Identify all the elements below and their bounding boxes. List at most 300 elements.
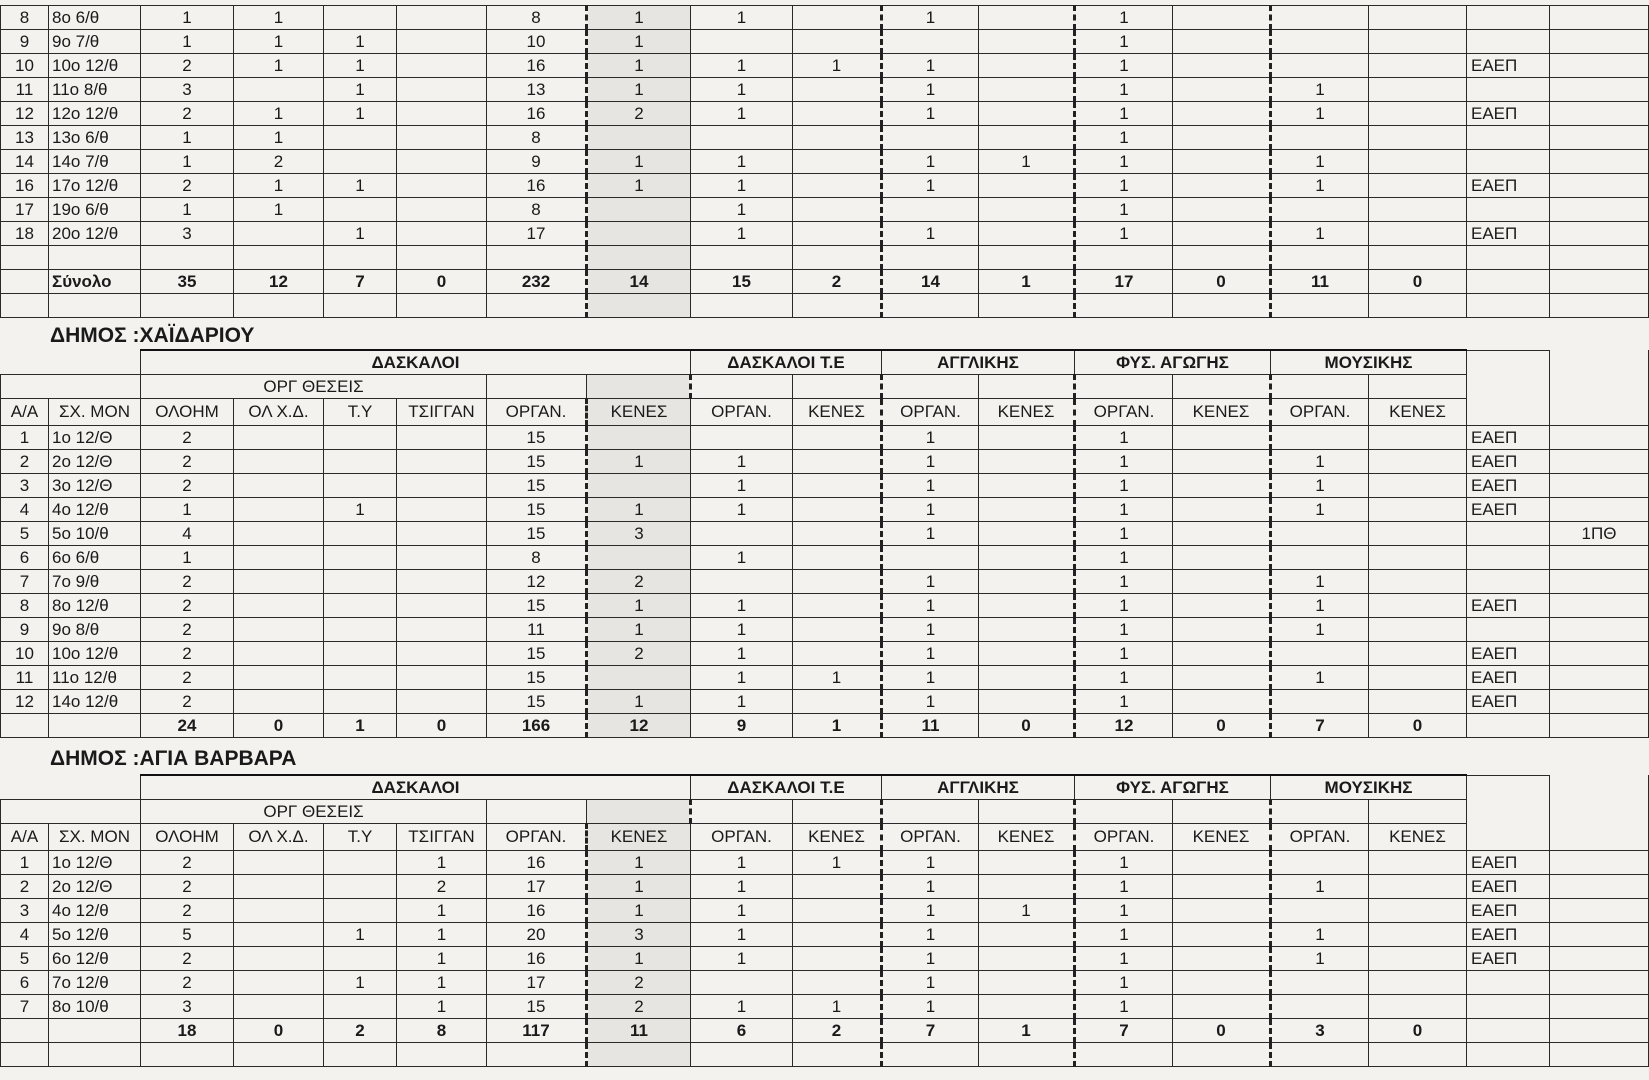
cell-school: 9ο 8/θ xyxy=(49,618,141,642)
cell-mous-org xyxy=(1271,522,1369,546)
header-te-kenes: ΚΕΝΕΣ xyxy=(793,399,882,426)
table-row xyxy=(1,426,1649,450)
total-school xyxy=(49,714,141,738)
table-row xyxy=(1,594,1649,618)
total-extra xyxy=(1550,1019,1649,1043)
cell-note: ΕΑΕΠ xyxy=(1467,450,1550,474)
cell-fys-org: 1 xyxy=(1075,498,1173,522)
cell-mous-ken xyxy=(1369,126,1467,150)
cell-te-ken xyxy=(793,875,882,899)
cell-fys-org: 1 xyxy=(1075,474,1173,498)
cell-fys-org: 1 xyxy=(1075,174,1173,198)
cell-tsig xyxy=(397,150,487,174)
cell-extra xyxy=(1550,618,1649,642)
cell-fys-ken xyxy=(1173,126,1271,150)
header-olohm: ΟΛΟΗΜ xyxy=(141,824,234,851)
cell-mous-ken xyxy=(1369,78,1467,102)
cell-kenes: 2 xyxy=(587,971,691,995)
table-row xyxy=(1,474,1649,498)
header-tsiggan: ΤΣΙΓΓΑΝ xyxy=(397,399,487,426)
empty-cell xyxy=(49,294,141,318)
header-fys-agogis: ΦΥΣ. ΑΓΩΓΗΣ xyxy=(1075,775,1271,800)
cell-olohm: 2 xyxy=(141,618,234,642)
cell-olxd xyxy=(234,947,324,971)
cell-olohm: 2 xyxy=(141,690,234,714)
cell-olohm: 1 xyxy=(141,498,234,522)
total-mous-org: 3 xyxy=(1271,1019,1369,1043)
empty-cell xyxy=(1369,294,1467,318)
cell-organ: 16 xyxy=(487,54,587,78)
cell-mous-org: 1 xyxy=(1271,222,1369,246)
cell-school: 12ο 12/θ xyxy=(49,102,141,126)
empty-row xyxy=(1,1043,1649,1067)
total-agg-org: 7 xyxy=(882,1019,979,1043)
cell-extra xyxy=(1550,174,1649,198)
empty-cell xyxy=(1271,1043,1369,1067)
cell-school: 11ο 8/θ xyxy=(49,78,141,102)
cell-mous-ken xyxy=(1369,54,1467,78)
cell-fys-org: 1 xyxy=(1075,426,1173,450)
cell-ty: 1 xyxy=(324,971,397,995)
cell-agg-org: 1 xyxy=(882,498,979,522)
cell-tsig xyxy=(397,222,487,246)
cell-school: 6ο 12/θ xyxy=(49,947,141,971)
cell-organ: 16 xyxy=(487,899,587,923)
cell-agg-org xyxy=(882,30,979,54)
table-row xyxy=(1,6,1649,30)
cell-kenes: 3 xyxy=(587,923,691,947)
cell-agg-ken xyxy=(979,851,1075,875)
cell-ty: 1 xyxy=(324,102,397,126)
cell-fys-org: 1 xyxy=(1075,851,1173,875)
header-spacer xyxy=(979,800,1075,824)
cell-school: 1ο 12/Θ xyxy=(49,426,141,450)
total-note xyxy=(1467,714,1550,738)
cell-tsig xyxy=(397,498,487,522)
cell-ty xyxy=(324,947,397,971)
cell-organ: 16 xyxy=(487,947,587,971)
cell-organ: 15 xyxy=(487,666,587,690)
cell-mous-ken xyxy=(1369,875,1467,899)
cell-note xyxy=(1467,546,1550,570)
cell-te-ken xyxy=(793,222,882,246)
cell-aa: 3 xyxy=(1,474,49,498)
cell-fys-org: 1 xyxy=(1075,947,1173,971)
header-spacer xyxy=(882,800,979,824)
cell-mous-ken xyxy=(1369,6,1467,30)
cell-agg-ken xyxy=(979,126,1075,150)
cell-organ: 12 xyxy=(487,570,587,594)
empty-cell xyxy=(487,1043,587,1067)
header-olxd: ΟΛ Χ.Δ. xyxy=(234,824,324,851)
cell-te-org: 1 xyxy=(691,875,793,899)
table-row xyxy=(1,666,1649,690)
empty-cell xyxy=(587,294,691,318)
cell-agg-ken xyxy=(979,78,1075,102)
cell-agg-org: 1 xyxy=(882,899,979,923)
cell-te-ken xyxy=(793,923,882,947)
cell-fys-org: 1 xyxy=(1075,150,1173,174)
header-spacer xyxy=(691,800,793,824)
cell-te-ken xyxy=(793,126,882,150)
cell-te-org: 1 xyxy=(691,995,793,1019)
empty-cell xyxy=(397,1043,487,1067)
cell-tsig xyxy=(397,174,487,198)
empty-cell xyxy=(1075,1043,1173,1067)
cell-extra xyxy=(1550,666,1649,690)
cell-fys-ken xyxy=(1173,174,1271,198)
top-municipality-table xyxy=(0,5,1649,318)
total-aa xyxy=(1,714,49,738)
cell-kenes xyxy=(587,666,691,690)
cell-fys-ken xyxy=(1173,618,1271,642)
cell-agg-org: 1 xyxy=(882,642,979,666)
cell-agg-ken xyxy=(979,666,1075,690)
total-school: Σύνολο xyxy=(49,270,141,294)
cell-aa: 9 xyxy=(1,618,49,642)
cell-te-org: 1 xyxy=(691,947,793,971)
cell-olohm: 2 xyxy=(141,642,234,666)
header-organ: ΟΡΓΑΝ. xyxy=(487,399,587,426)
cell-olxd xyxy=(234,474,324,498)
empty-cell xyxy=(1271,246,1369,270)
header-spacer xyxy=(487,375,587,399)
total-kenes: 12 xyxy=(587,714,691,738)
cell-agg-ken xyxy=(979,546,1075,570)
cell-mous-org: 1 xyxy=(1271,78,1369,102)
cell-tsig: 2 xyxy=(397,875,487,899)
header-extra-blank xyxy=(1550,350,1649,426)
cell-te-ken xyxy=(793,450,882,474)
cell-aa: 8 xyxy=(1,594,49,618)
empty-cell xyxy=(487,294,587,318)
total-kenes: 14 xyxy=(587,270,691,294)
cell-school: 8ο 10/θ xyxy=(49,995,141,1019)
cell-agg-org: 1 xyxy=(882,222,979,246)
cell-school: 17ο 12/θ xyxy=(49,174,141,198)
header-spacer xyxy=(793,375,882,399)
cell-school: 4ο 12/θ xyxy=(49,899,141,923)
cell-extra xyxy=(1550,150,1649,174)
cell-fys-ken xyxy=(1173,594,1271,618)
cell-agg-org: 1 xyxy=(882,102,979,126)
cell-mous-org xyxy=(1271,126,1369,150)
cell-school: 19ο 6/θ xyxy=(49,198,141,222)
cell-mous-ken xyxy=(1369,546,1467,570)
cell-note: ΕΑΕΠ xyxy=(1467,222,1550,246)
cell-mous-ken xyxy=(1369,522,1467,546)
empty-cell xyxy=(1,1043,49,1067)
header-org-theseis: ΟΡΓ ΘΕΣΕΙΣ xyxy=(141,800,487,824)
header-row-groups xyxy=(1,775,1649,800)
cell-olohm: 4 xyxy=(141,522,234,546)
empty-cell xyxy=(1467,294,1550,318)
cell-agg-ken xyxy=(979,102,1075,126)
cell-tsig xyxy=(397,6,487,30)
total-te-org: 15 xyxy=(691,270,793,294)
cell-olohm: 2 xyxy=(141,971,234,995)
cell-ty: 1 xyxy=(324,923,397,947)
total-te-ken: 1 xyxy=(793,714,882,738)
cell-kenes: 1 xyxy=(587,54,691,78)
cell-te-ken: 1 xyxy=(793,54,882,78)
cell-agg-ken xyxy=(979,642,1075,666)
cell-mous-org: 1 xyxy=(1271,102,1369,126)
empty-cell xyxy=(1369,1043,1467,1067)
cell-note: ΕΑΕΠ xyxy=(1467,498,1550,522)
cell-mous-ken xyxy=(1369,995,1467,1019)
empty-cell xyxy=(141,294,234,318)
header-row-org xyxy=(1,800,1649,824)
cell-olxd: 1 xyxy=(234,174,324,198)
cell-note xyxy=(1467,618,1550,642)
empty-cell xyxy=(1369,246,1467,270)
cell-extra xyxy=(1550,947,1649,971)
empty-row xyxy=(1,294,1649,318)
cell-organ: 15 xyxy=(487,995,587,1019)
cell-fys-org: 1 xyxy=(1075,126,1173,150)
cell-mous-org xyxy=(1271,546,1369,570)
agia-varvara-table xyxy=(0,774,1649,1067)
cell-ty xyxy=(324,899,397,923)
header-ty: Τ.Υ xyxy=(324,824,397,851)
cell-kenes: 1 xyxy=(587,899,691,923)
header-mous-kenes: ΚΕΝΕΣ xyxy=(1369,824,1467,851)
cell-aa: 6 xyxy=(1,546,49,570)
cell-tsig xyxy=(397,54,487,78)
table-row xyxy=(1,450,1649,474)
empty-cell xyxy=(1173,294,1271,318)
cell-fys-ken xyxy=(1173,851,1271,875)
header-org-theseis: ΟΡΓ ΘΕΣΕΙΣ xyxy=(141,375,487,399)
cell-extra xyxy=(1550,6,1649,30)
cell-agg-org: 1 xyxy=(882,618,979,642)
cell-aa: 7 xyxy=(1,995,49,1019)
empty-cell xyxy=(49,1043,141,1067)
cell-ty xyxy=(324,126,397,150)
cell-mous-ken xyxy=(1369,450,1467,474)
header-spacer xyxy=(487,800,587,824)
total-mous-org: 11 xyxy=(1271,270,1369,294)
cell-extra xyxy=(1550,126,1649,150)
cell-olohm: 2 xyxy=(141,450,234,474)
cell-extra xyxy=(1550,222,1649,246)
cell-aa: 10 xyxy=(1,54,49,78)
total-ty: 1 xyxy=(324,714,397,738)
cell-aa: 5 xyxy=(1,947,49,971)
cell-school: 2ο 12/Θ xyxy=(49,450,141,474)
cell-te-org xyxy=(691,426,793,450)
cell-te-org: 1 xyxy=(691,450,793,474)
cell-agg-org: 1 xyxy=(882,947,979,971)
cell-aa: 7 xyxy=(1,570,49,594)
cell-ty xyxy=(324,150,397,174)
cell-olohm: 2 xyxy=(141,851,234,875)
total-olxd: 0 xyxy=(234,1019,324,1043)
cell-olxd xyxy=(234,899,324,923)
total-row xyxy=(1,1019,1649,1043)
cell-fys-ken xyxy=(1173,6,1271,30)
cell-fys-ken xyxy=(1173,102,1271,126)
cell-ty: 1 xyxy=(324,30,397,54)
total-mous-ken: 0 xyxy=(1369,714,1467,738)
total-row xyxy=(1,714,1649,738)
cell-school: 10ο 12/θ xyxy=(49,54,141,78)
cell-olohm: 3 xyxy=(141,222,234,246)
total-olxd: 0 xyxy=(234,714,324,738)
table-row xyxy=(1,570,1649,594)
cell-olohm: 1 xyxy=(141,126,234,150)
cell-mous-org: 1 xyxy=(1271,594,1369,618)
cell-mous-ken xyxy=(1369,971,1467,995)
cell-organ: 15 xyxy=(487,426,587,450)
header-te-organ: ΟΡΓΑΝ. xyxy=(691,399,793,426)
cell-agg-ken xyxy=(979,30,1075,54)
header-spacer xyxy=(1369,800,1467,824)
cell-agg-ken xyxy=(979,522,1075,546)
cell-te-ken xyxy=(793,174,882,198)
cell-school: 8ο 12/θ xyxy=(49,594,141,618)
cell-olohm: 2 xyxy=(141,899,234,923)
cell-note xyxy=(1467,522,1550,546)
empty-cell xyxy=(324,246,397,270)
total-olohm: 24 xyxy=(141,714,234,738)
cell-school: 20ο 12/θ xyxy=(49,222,141,246)
cell-fys-ken xyxy=(1173,971,1271,995)
empty-cell xyxy=(979,246,1075,270)
total-aa xyxy=(1,1019,49,1043)
cell-note: ΕΑΕΠ xyxy=(1467,923,1550,947)
cell-fys-ken xyxy=(1173,450,1271,474)
cell-note: ΕΑΕΠ xyxy=(1467,947,1550,971)
cell-mous-org: 1 xyxy=(1271,947,1369,971)
cell-kenes: 1 xyxy=(587,498,691,522)
cell-mous-ken xyxy=(1369,474,1467,498)
table-row xyxy=(1,690,1649,714)
cell-te-org: 1 xyxy=(691,474,793,498)
cell-agg-ken xyxy=(979,474,1075,498)
cell-note: ΕΑΕΠ xyxy=(1467,642,1550,666)
total-mous-ken: 0 xyxy=(1369,270,1467,294)
header-spacer xyxy=(1173,375,1271,399)
cell-olxd xyxy=(234,78,324,102)
cell-extra xyxy=(1550,498,1649,522)
cell-aa: 4 xyxy=(1,923,49,947)
cell-mous-ken xyxy=(1369,426,1467,450)
header-fys-agogis: ΦΥΣ. ΑΓΩΓΗΣ xyxy=(1075,350,1271,375)
cell-olxd xyxy=(234,690,324,714)
cell-te-ken: 1 xyxy=(793,666,882,690)
empty-cell xyxy=(793,246,882,270)
cell-te-org: 1 xyxy=(691,618,793,642)
table-row xyxy=(1,78,1649,102)
cell-school: 13ο 6/θ xyxy=(49,126,141,150)
cell-note xyxy=(1467,198,1550,222)
cell-agg-ken xyxy=(979,618,1075,642)
cell-tsig xyxy=(397,78,487,102)
cell-agg-org xyxy=(882,546,979,570)
header-kenes: ΚΕΝΕΣ xyxy=(587,824,691,851)
cell-school: 4ο 12/θ xyxy=(49,498,141,522)
cell-organ: 10 xyxy=(487,30,587,54)
cell-mous-org: 1 xyxy=(1271,923,1369,947)
cell-te-org xyxy=(691,971,793,995)
cell-fys-ken xyxy=(1173,498,1271,522)
cell-te-ken: 1 xyxy=(793,995,882,1019)
cell-fys-org: 1 xyxy=(1075,690,1173,714)
empty-cell xyxy=(793,1043,882,1067)
header-spacer xyxy=(1271,375,1369,399)
cell-fys-ken xyxy=(1173,546,1271,570)
cell-te-org: 1 xyxy=(691,666,793,690)
cell-organ: 16 xyxy=(487,102,587,126)
cell-aa: 16 xyxy=(1,174,49,198)
total-note xyxy=(1467,1019,1550,1043)
cell-organ: 16 xyxy=(487,851,587,875)
cell-fys-org: 1 xyxy=(1075,102,1173,126)
cell-mous-org xyxy=(1271,426,1369,450)
cell-agg-org: 1 xyxy=(882,570,979,594)
header-mous-organ: ΟΡΓΑΝ. xyxy=(1271,824,1369,851)
cell-ty xyxy=(324,642,397,666)
cell-mous-ken xyxy=(1369,30,1467,54)
cell-mous-org xyxy=(1271,995,1369,1019)
cell-olxd xyxy=(234,450,324,474)
cell-olxd: 1 xyxy=(234,6,324,30)
empty-cell xyxy=(1075,246,1173,270)
cell-agg-ken: 1 xyxy=(979,150,1075,174)
cell-te-ken xyxy=(793,498,882,522)
cell-fys-org: 1 xyxy=(1075,522,1173,546)
cell-aa: 1 xyxy=(1,851,49,875)
cell-te-org xyxy=(691,570,793,594)
cell-te-ken xyxy=(793,690,882,714)
total-agg-ken: 1 xyxy=(979,270,1075,294)
cell-note: ΕΑΕΠ xyxy=(1467,102,1550,126)
header-spacer xyxy=(793,800,882,824)
cell-tsig: 1 xyxy=(397,971,487,995)
cell-olxd: 1 xyxy=(234,30,324,54)
header-spacer xyxy=(691,375,793,399)
header-agg-kenes: ΚΕΝΕΣ xyxy=(979,824,1075,851)
cell-agg-ken xyxy=(979,498,1075,522)
cell-ty xyxy=(324,666,397,690)
cell-kenes: 2 xyxy=(587,102,691,126)
cell-fys-org: 1 xyxy=(1075,54,1173,78)
cell-agg-ken xyxy=(979,690,1075,714)
cell-agg-org: 1 xyxy=(882,474,979,498)
cell-mous-org xyxy=(1271,851,1369,875)
cell-te-ken xyxy=(793,899,882,923)
cell-olohm: 5 xyxy=(141,923,234,947)
header-agglikis: ΑΓΓΛΙΚΗΣ xyxy=(882,775,1075,800)
cell-mous-ken xyxy=(1369,618,1467,642)
cell-fys-ken xyxy=(1173,666,1271,690)
cell-fys-org: 1 xyxy=(1075,450,1173,474)
cell-fys-ken xyxy=(1173,78,1271,102)
empty-cell xyxy=(1173,246,1271,270)
cell-organ: 8 xyxy=(487,546,587,570)
cell-agg-ken xyxy=(979,54,1075,78)
cell-agg-ken xyxy=(979,923,1075,947)
cell-te-org: 1 xyxy=(691,546,793,570)
empty-cell xyxy=(487,246,587,270)
cell-school: 7ο 9/θ xyxy=(49,570,141,594)
cell-extra xyxy=(1550,923,1649,947)
cell-mous-ken xyxy=(1369,594,1467,618)
cell-olxd xyxy=(234,426,324,450)
cell-tsig xyxy=(397,690,487,714)
